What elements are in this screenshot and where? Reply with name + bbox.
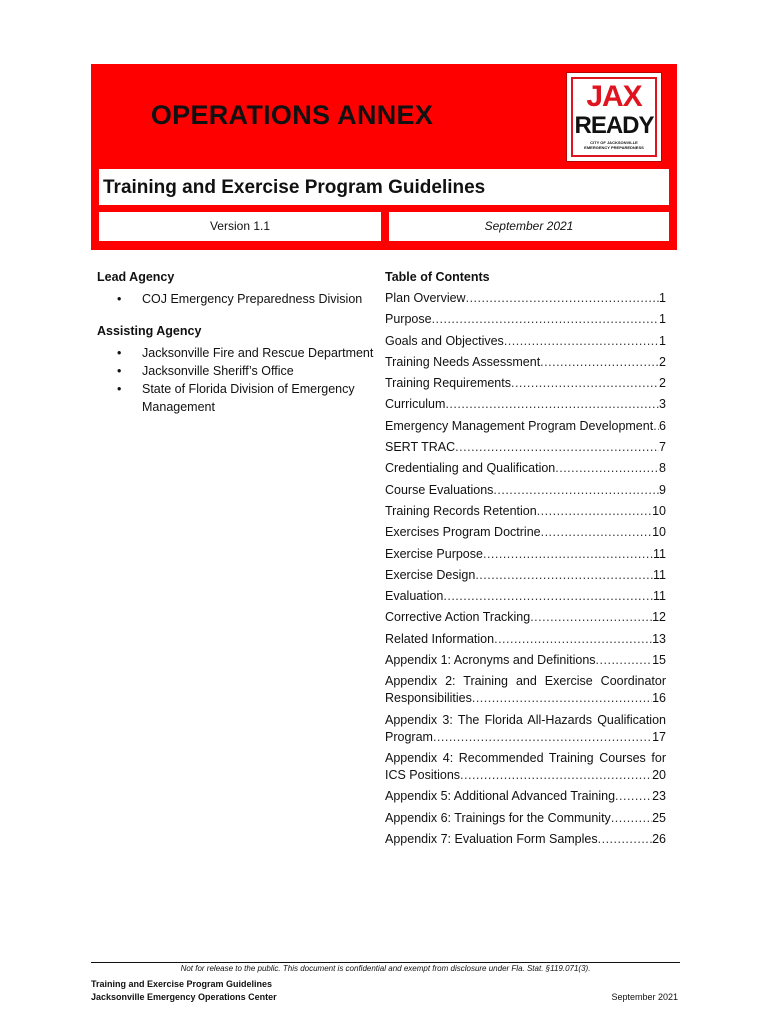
toc-page-number: 1 <box>659 312 666 327</box>
toc-entry[interactable] <box>385 788 666 805</box>
toc-dot-leader <box>540 354 659 371</box>
toc-entry-title: Training Needs Assessment <box>385 354 541 369</box>
toc-entry[interactable] <box>385 712 666 746</box>
footer-document-info <box>91 978 277 1004</box>
document-subtitle: Training and Exercise Program Guidelines <box>99 169 669 205</box>
toc-entry-title: SERT TRAC <box>385 440 456 455</box>
toc-entry[interactable] <box>385 609 666 626</box>
toc-entry-title: Plan Overview <box>385 291 466 305</box>
toc-dot-leader <box>475 567 653 584</box>
lead-agency-list <box>97 290 377 308</box>
toc-entry[interactable] <box>385 354 666 371</box>
toc-dot-leader <box>483 546 653 563</box>
toc-page-number: 23 <box>652 789 666 804</box>
toc-page-number: 25 <box>652 810 666 825</box>
toc-entry[interactable] <box>385 439 666 456</box>
footer-doc-title: Training and Exercise Program Guidelines <box>91 979 273 989</box>
toc-entry-title-line1: Appendix 2: Training and Exercise Coordinator <box>385 674 666 689</box>
toc-dot-leader <box>530 609 652 626</box>
toc-dot-leader <box>460 767 652 784</box>
toc-dot-leader <box>511 375 659 392</box>
toc-page-number: 8 <box>659 461 666 476</box>
toc-entry-title: Training Records Retention <box>385 503 537 518</box>
toc-dot-leader <box>466 290 659 307</box>
toc-dot-leader <box>443 588 653 605</box>
toc-dot-leader <box>611 810 652 827</box>
toc-page-number: 10 <box>652 525 666 540</box>
toc-entry-title: Evaluation <box>385 589 444 604</box>
toc-entry[interactable] <box>385 290 666 307</box>
logo-subtext <box>573 140 655 150</box>
toc-dot-leader <box>541 524 652 541</box>
toc-entry-title: Training Requirements <box>385 376 511 391</box>
assisting-agency-list <box>97 344 377 416</box>
toc-entry[interactable] <box>385 831 666 848</box>
toc-entry[interactable] <box>385 524 666 541</box>
toc-entry[interactable] <box>385 750 666 784</box>
toc-entry-title: Goals and Objectives <box>385 333 504 348</box>
footer-org-name: Jacksonville Emergency Operations Center <box>91 992 277 1002</box>
toc-entry[interactable] <box>385 503 666 520</box>
toc-page-number: 1 <box>659 291 666 305</box>
toc-dot-leader <box>494 631 652 648</box>
toc-page-number: 12 <box>652 610 666 625</box>
toc-entry[interactable] <box>385 546 666 563</box>
toc-entry-title: Program <box>385 729 433 744</box>
logo-subtext-line1: CITY OF JACKSONVILLE <box>590 140 638 145</box>
toc-entry-title: Appendix 7: Evaluation Form Samples <box>385 831 598 846</box>
list-item: • Jacksonville Sheriff’s Office <box>97 362 377 380</box>
toc-page-number: 2 <box>659 376 666 391</box>
toc-entry-title: Course Evaluations <box>385 482 494 497</box>
logo-subtext-line2: EMERGENCY PREPAREDNESS <box>584 145 644 150</box>
toc-entry[interactable] <box>385 396 666 413</box>
toc-entry[interactable] <box>385 631 666 648</box>
toc-entry-title: Curriculum <box>385 397 446 412</box>
logo-border <box>571 77 657 157</box>
toc-entry[interactable] <box>385 588 666 605</box>
toc-heading: Table of Contents <box>385 270 490 284</box>
toc-dot-leader <box>555 460 659 477</box>
toc-entry-title: Exercise Design <box>385 567 476 582</box>
toc-page-number: 11 <box>653 567 666 582</box>
toc-entry-title: Appendix 5: Additional Advanced Training <box>385 789 616 804</box>
toc-page-number: 6 <box>659 418 666 433</box>
toc-entry-title-line1: Appendix 3: The Florida All-Hazards Qualification <box>385 712 666 727</box>
logo-jax-text: JAX <box>586 80 642 113</box>
toc-entry-title: Related Information <box>385 631 495 646</box>
toc-page-number: 26 <box>652 831 666 846</box>
toc-page-number: 10 <box>652 503 666 518</box>
toc-page-number: 15 <box>652 653 666 668</box>
toc-page-number: 11 <box>653 546 666 561</box>
toc-entry-title: Emergency Management Program Development <box>385 418 654 433</box>
toc-page-number: 20 <box>652 767 666 782</box>
table-of-contents <box>385 270 666 852</box>
toc-dot-leader <box>432 311 659 328</box>
toc-dot-leader <box>472 690 652 707</box>
toc-entry[interactable] <box>385 673 666 707</box>
list-item: • COJ Emergency Preparedness Division <box>97 290 377 308</box>
toc-dot-leader <box>537 503 652 520</box>
assisting-agency-heading: Assisting Agency <box>97 324 202 338</box>
toc-dot-leader <box>455 439 659 456</box>
version-label: Version 1.1 <box>99 212 381 241</box>
toc-page-number: 17 <box>652 729 666 744</box>
toc-dot-leader <box>493 482 659 499</box>
footer-date: September 2021 <box>611 992 678 1002</box>
toc-entry-title: Credentialing and Qualification <box>385 461 556 476</box>
date-label: September 2021 <box>389 212 669 241</box>
toc-entry-title: Appendix 1: Acronyms and Definitions <box>385 653 596 668</box>
document-title: OPERATIONS ANNEX <box>150 100 434 130</box>
toc-entry-title: Exercises Program Doctrine <box>385 525 541 540</box>
toc-entry[interactable] <box>385 311 666 328</box>
logo-ready-text: READY <box>574 112 654 139</box>
toc-entry[interactable] <box>385 460 666 477</box>
toc-page-number: 1 <box>659 333 666 348</box>
toc-entry-title: Exercise Purpose <box>385 546 483 561</box>
jax-ready-logo <box>566 72 662 162</box>
toc-entry-title: ICS Positions <box>385 767 461 782</box>
toc-page-number: 3 <box>659 397 666 412</box>
toc-entry[interactable] <box>385 418 666 435</box>
toc-entry[interactable] <box>385 567 666 584</box>
toc-entry[interactable] <box>385 652 666 669</box>
toc-dot-leader <box>504 333 659 350</box>
toc-list <box>385 290 666 848</box>
footer-divider <box>91 962 680 963</box>
toc-dot-leader <box>615 788 652 805</box>
toc-page-number: 9 <box>659 482 666 497</box>
toc-dot-leader <box>445 396 659 413</box>
confidentiality-notice: Not for release to the public. This document is confidential and exempt from disclosure under Fla. Stat. §119.071(3). <box>180 964 591 973</box>
toc-entry[interactable] <box>385 375 666 392</box>
toc-page-number: 13 <box>652 631 666 646</box>
toc-entry-title-line1: Appendix 4: Recommended Training Courses for <box>385 750 666 765</box>
list-item: • Jacksonville Fire and Rescue Department <box>97 344 377 362</box>
toc-dot-leader <box>598 831 652 848</box>
toc-entry[interactable] <box>385 333 666 350</box>
toc-page-number: 7 <box>659 440 666 455</box>
toc-entry-title: Responsibilities <box>385 691 472 706</box>
toc-entry[interactable] <box>385 482 666 499</box>
list-item: • State of Florida Division of Emergency Management <box>97 380 377 416</box>
toc-page-number: 11 <box>653 589 666 604</box>
toc-dot-leader <box>596 652 653 669</box>
lead-agency-heading: Lead Agency <box>97 270 175 284</box>
toc-entry-title: Appendix 6: Trainings for the Community <box>385 810 611 825</box>
toc-entry-title: Purpose <box>385 312 432 327</box>
toc-page-number: 2 <box>659 354 666 369</box>
toc-entry-title: Corrective Action Tracking <box>385 610 531 625</box>
toc-dot-leader <box>433 729 652 746</box>
toc-entry[interactable] <box>385 810 666 827</box>
toc-page-number: 16 <box>652 691 666 706</box>
agency-column <box>97 270 377 432</box>
